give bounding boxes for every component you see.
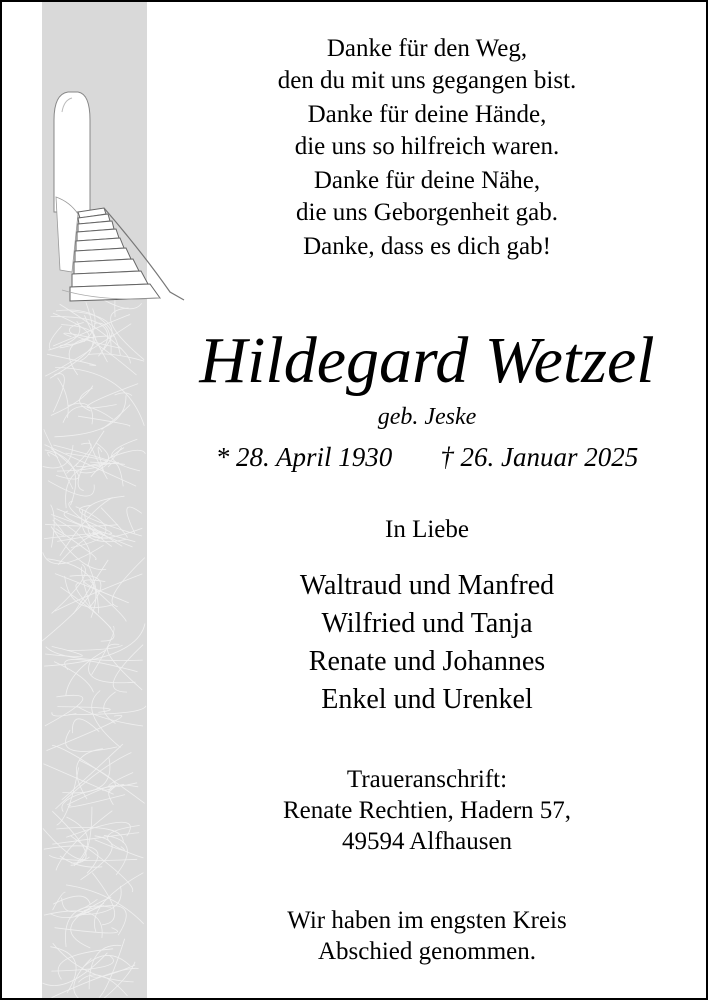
poem-line: Danke für deine Hände, <box>307 101 547 128</box>
mourners-intro: In Liebe <box>385 516 469 543</box>
poem-stanza <box>142 33 708 96</box>
poem-line: Danke für deine Nähe, <box>313 167 541 194</box>
poem-stanza <box>142 99 708 162</box>
address-street: Renate Rechtien, Hadern 57, <box>282 797 572 824</box>
memorial-poem <box>142 33 708 263</box>
poem-line: Danke, dass es dich gab! <box>303 233 551 260</box>
notice-content <box>142 2 708 998</box>
farewell-note <box>142 905 708 967</box>
mourner-name: Renate und Johannes <box>308 646 546 677</box>
address-city: 49594 Alfhausen <box>341 828 513 855</box>
death-date: † 26. Januar 2025 <box>440 442 639 472</box>
mourning-address <box>142 764 708 857</box>
address-label: Traueranschrift: <box>346 766 508 793</box>
mourner-name: Enkel und Urenkel <box>321 684 533 715</box>
mourner-name: Wilfried und Tanja <box>321 608 533 639</box>
poem-stanza <box>142 231 708 263</box>
farewell-line: Wir haben im engsten Kreis <box>287 907 567 934</box>
deceased-name: Hildegard Wetzel <box>199 324 655 397</box>
mourner-name: Waltraud und Manfred <box>299 570 555 601</box>
poem-line: den du mit uns gegangen bist. <box>277 66 577 94</box>
birth-date: * 28. April 1930 <box>215 442 393 472</box>
life-dates <box>142 442 708 473</box>
poem-line: Danke für den Weg, <box>326 35 528 62</box>
birth-name: geb. Jeske <box>377 404 477 430</box>
poem-stanza <box>142 165 708 228</box>
farewell-line: Abschied genommen. <box>317 938 536 965</box>
mourners-list <box>142 567 708 719</box>
poem-line: die uns Geborgenheit gab. <box>296 198 558 226</box>
poem-line: die uns so hilfreich waren. <box>294 132 560 160</box>
